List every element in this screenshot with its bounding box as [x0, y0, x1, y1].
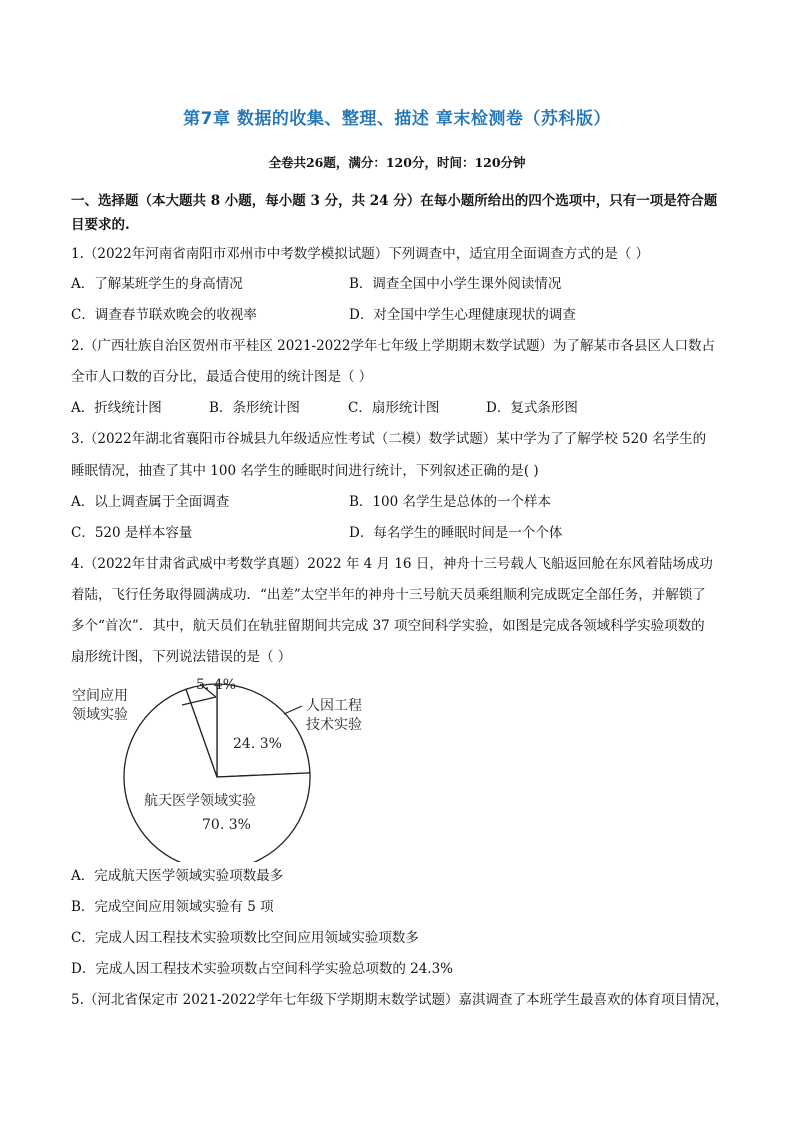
question-3-option-c[interactable]: C．520 是样本容量 — [71, 525, 193, 541]
label-space-pct: 5. 4% — [196, 677, 237, 693]
label-human-line1: 人因工程 — [306, 698, 362, 714]
question-2-option-c[interactable]: C．扇形统计图 — [348, 400, 440, 416]
question-4-stem: 4.（2022年甘肃省武威中考数学真题）2022 年 4 月 16 日，神舟十三号载人飞船返回舱在东风着陆场成功 — [71, 556, 713, 572]
slice-human-factors — [217, 684, 310, 777]
exam-info: 全卷共26题，满分：120分，时间：120分钟 — [268, 155, 526, 170]
label-medical: 航天医学领域实验 — [144, 793, 256, 809]
section-heading: 一、选择题（本大题共 8 小题，每小题 3 分，共 24 分）在每小题所给出的四个选项中，只有一项是符合题 — [71, 193, 718, 209]
leader-line-human — [284, 706, 302, 714]
question-1-option-d[interactable]: D．对全国中学生心理健康现状的调查 — [349, 307, 576, 323]
question-5-stem: 5.（河北省保定市 2021-2022学年七年级下学期期末数学试题）嘉淇调查了本班学生最喜欢的体育项目情况， — [71, 992, 729, 1008]
section-heading-cont: 目要求的. — [71, 217, 130, 233]
question-3-option-d[interactable]: D．每名学生的睡眠时间是一个个体 — [349, 525, 563, 541]
question-3-stem-cont: 睡眠情况，抽查了其中 100 名学生的睡眠时间进行统计，下列叙述正确的是( ) — [71, 463, 539, 479]
question-2-stem: 2.（广西壮族自治区贺州市平桂区 2021-2022学年七年级上学期期末数学试题）为了解某市各县区人口数占 — [71, 338, 715, 354]
question-1-option-c[interactable]: C．调查春节联欢晚会的收视率 — [71, 307, 257, 323]
question-4-option-b[interactable]: B．完成空间应用领域实验有 5 项 — [71, 899, 274, 915]
pie-chart-svg — [70, 672, 400, 862]
page-title: 第7章 数据的收集、整理、描述 章末检测卷（苏科版） — [183, 109, 611, 129]
label-human-pct: 24. 3% — [233, 736, 282, 752]
question-2-option-b[interactable]: B．条形统计图 — [209, 400, 300, 416]
label-human-line2: 技术实验 — [306, 717, 362, 733]
question-4-option-c[interactable]: C．完成人因工程技术实验项数比空间应用领域实验项数多 — [71, 930, 419, 946]
question-2-option-a[interactable]: A．折线统计图 — [71, 400, 162, 416]
question-1-option-b[interactable]: B．调查全国中小学生课外阅读情况 — [349, 276, 562, 292]
pie-chart — [70, 672, 400, 862]
question-4-option-a[interactable]: A．完成航天医学领域实验项数最多 — [71, 868, 284, 884]
question-2-stem-cont: 全市人口数的百分比，最适合使用的统计图是（ ） — [71, 369, 373, 385]
question-4-stem-cont-1: 着陆，飞行任务取得圆满成功．“出差”太空半年的神舟十三号航天员乘组顺利完成既定全部任务，并解锁了 — [71, 587, 706, 603]
question-4-stem-cont-2: 多个“首次”．其中，航天员们在轨驻留期间共完成 37 项空间科学实验，如图是完成各领域科学实验项数的 — [71, 618, 705, 634]
label-medical-pct: 70. 3% — [202, 817, 251, 833]
question-4-stem-cont-3: 扇形统计图，下列说法错误的是（ ） — [71, 649, 292, 665]
question-3-option-a[interactable]: A．以上调查属于全面调查 — [71, 494, 230, 510]
question-4-option-d[interactable]: D．完成人因工程技术实验项数占空间科学实验总项数的 24.3% — [71, 961, 454, 977]
question-3-option-b[interactable]: B．100 名学生是总体的一个样本 — [349, 494, 551, 510]
pie-slices — [124, 684, 310, 862]
label-space-line2: 领域实验 — [72, 707, 128, 723]
question-2-option-d[interactable]: D．复式条形图 — [486, 400, 578, 416]
question-1-stem: 1.（2022年河南省南阳市邓州市中考数学模拟试题）下列调查中，适宜用全面调查方式的是（ ） — [71, 246, 650, 262]
question-1-option-a[interactable]: A．了解某班学生的身高情况 — [71, 276, 243, 292]
question-3-stem: 3.（2022年湖北省襄阳市谷城县九年级适应性考试（二模）数学试题）某中学为了了解学校 520 名学生的 — [71, 431, 707, 447]
label-space-line1: 空间应用 — [72, 688, 128, 704]
